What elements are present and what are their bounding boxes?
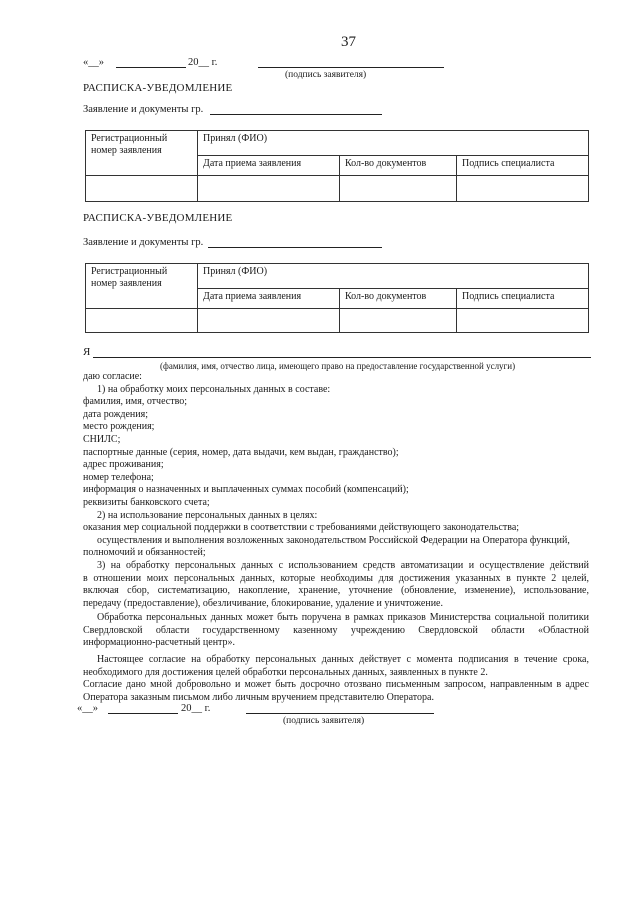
consent-text [83, 371, 589, 704]
item1-list-item: место рождения; [83, 421, 155, 433]
validity-line: необходимого для достижения целей обработки персональных данных, заявленных в пункте 2. [83, 666, 488, 678]
item1-list-item: информация о назначенных и выплаченных суммах пособий (компенсаций); [83, 484, 409, 496]
item1-list-item: фамилия, имя, отчество; [83, 396, 188, 408]
signature-caption: (подпись заявителя) [285, 70, 367, 80]
item1-list-item: номер телефона; [83, 471, 154, 483]
accepted-by-header: Принял (ФИО) [198, 264, 589, 289]
entrust-line: Обработка персональных данных может быть поручена в рамках приказов Министерства социальной политики [97, 612, 589, 624]
item2-title: 2) на использование персональных данных в целях: [97, 509, 318, 521]
receipt-heading: РАСПИСКА-УВЕДОМЛЕНИЕ [83, 82, 233, 94]
doc-count-header: Кол-во документов [340, 156, 457, 176]
doc-count-cell[interactable] [340, 176, 457, 202]
date-year-label: 20__ г. [188, 57, 218, 68]
date-month-line[interactable] [108, 713, 178, 714]
signature-line[interactable] [258, 67, 444, 68]
applicant-label: Заявление и документы гр. [83, 237, 204, 248]
reg-number-cell[interactable] [86, 176, 198, 202]
signature-line[interactable] [246, 713, 434, 714]
item2-purpose-a: оказания мер социальной поддержки в соответствии с требованиями действующего законодательства; [83, 522, 520, 534]
specialist-signature-cell[interactable] [457, 176, 589, 202]
validity-line: Настоящее согласие на обработку персональных данных действует с момента подписания в течение срока, [97, 654, 589, 666]
item1-list-item: паспортные данные (серия, номер, дата выдачи, кем выдан, гражданство); [83, 446, 399, 458]
item1-list-item: адрес проживания; [83, 459, 164, 471]
specialist-signature-cell[interactable] [457, 309, 589, 333]
receipt-heading: РАСПИСКА-УВЕДОМЛЕНИЕ [83, 212, 233, 224]
applicant-name-line[interactable] [208, 247, 382, 248]
reg-number-header: Регистрационный номер заявления [86, 264, 198, 309]
doc-count-header: Кол-во документов [340, 289, 457, 309]
receipt-table [85, 130, 589, 202]
applicant-name-line[interactable] [210, 114, 382, 115]
accepted-by-header: Принял (ФИО) [198, 131, 589, 156]
date-day-field[interactable]: «__» [77, 703, 98, 714]
page-number: 37 [341, 34, 356, 50]
full-name-line[interactable] [93, 357, 591, 358]
date-cell[interactable] [198, 176, 340, 202]
date-header: Дата приема заявления [198, 156, 340, 176]
item1-title: 1) на обработку моих персональных данных в составе: [97, 383, 331, 395]
item3-line: включая сбор, систематизацию, накопление, хранение, уточнение (обновление, изменение), использование, [83, 585, 589, 597]
specialist-signature-header: Подпись специалиста [457, 289, 589, 309]
receipt-table [85, 263, 589, 333]
signature-caption: (подпись заявителя) [283, 716, 365, 726]
reg-number-header: Регистрационный номер заявления [86, 131, 198, 176]
date-month-line[interactable] [116, 67, 186, 68]
give-consent-line: даю согласие: [83, 371, 142, 382]
item2-purpose-b: осуществления и выполнения возложенных законодательством Российской Федерации на Оператора функций, [97, 534, 570, 546]
applicant-label: Заявление и документы гр. [83, 104, 204, 115]
entrust-line: Свердловской области государственному казенному учреждению Свердловской области «Областной [83, 624, 589, 636]
entrust-line: информационно-расчетный центр». [83, 637, 236, 649]
item1-list-item: дата рождения; [83, 408, 148, 420]
reg-number-cell[interactable] [86, 309, 198, 333]
full-name-caption: (фамилия, имя, отчество лица, имеющего право на предоставление государственной услуги) [160, 361, 516, 371]
date-cell[interactable] [198, 309, 340, 333]
item2-purpose-b-cont: полномочий и обязанностей; [83, 547, 206, 559]
date-year-label: 20__ г. [181, 703, 211, 714]
i-label: Я [83, 346, 91, 358]
revoke-line: Оператора заказным письмом либо личным вручением представителю Оператора. [83, 691, 434, 703]
doc-count-cell[interactable] [340, 309, 457, 333]
specialist-signature-header: Подпись специалиста [457, 156, 589, 176]
item3-line: в отношении моих персональных данных, которые необходимы для достижения указанных в пункте 2 целей, [83, 572, 589, 584]
item1-list-item: реквизиты банковского счета; [83, 496, 210, 508]
item3-line: 3) на обработку персональных данных с использованием средств автоматизации и осуществление действий [97, 559, 589, 571]
item1-list-item: СНИЛС; [83, 433, 121, 445]
item3-line: передачу (предоставление), обезличивание, блокирование, удаление и уничтожение. [83, 597, 443, 609]
revoke-line: Согласие дано мной добровольно и может быть досрочно отозвано письменным запросом, направленным в адрес [83, 679, 589, 691]
date-day-field[interactable]: «__» [83, 57, 104, 68]
date-header: Дата приема заявления [198, 289, 340, 309]
